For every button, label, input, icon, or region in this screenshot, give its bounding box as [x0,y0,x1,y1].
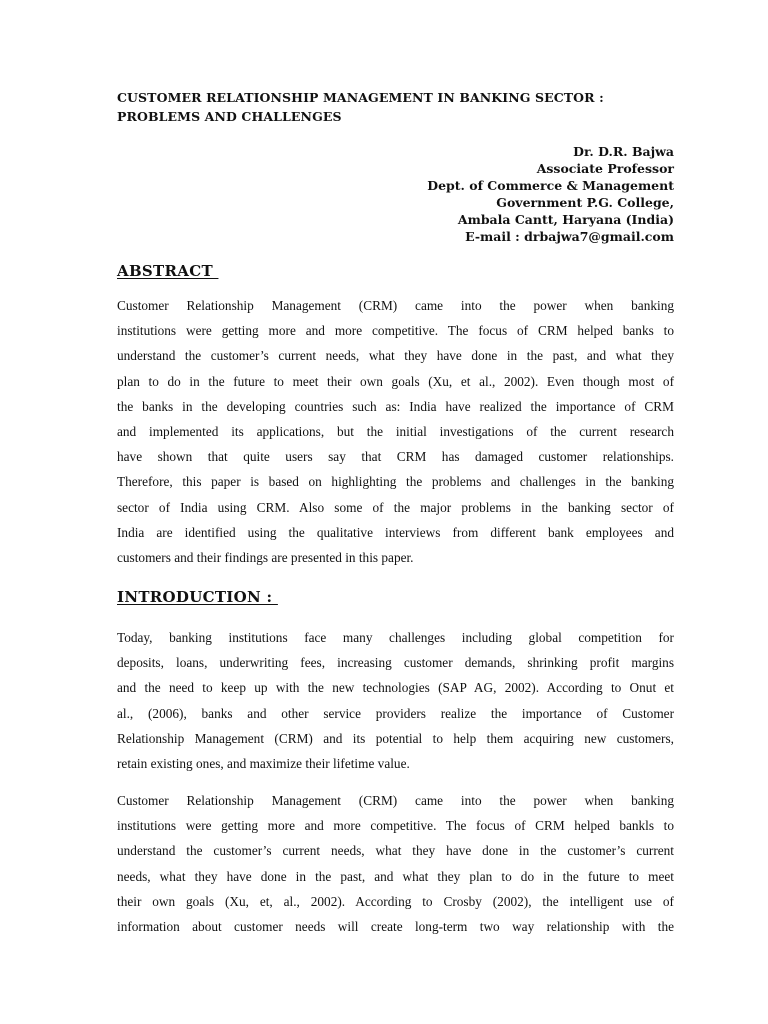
abstract-line: Therefore, this paper is based on highlighting the problems and challenges in the banking [117,474,674,490]
introduction-paragraph-2 [117,788,674,939]
abstract-line: the banks in the developing countries such as: India have realized the importance of CRM [117,398,674,414]
introduction-heading [117,587,278,607]
author-position: Associate Professor [536,161,674,176]
abstract-line: sector of India using CRM. Also some of the major problems in the banking sector of [117,499,674,515]
introduction-line: and the need to keep up with the new technologies (SAP AG, 2002). According to Onut et [117,680,674,696]
introduction-line: deposits, loans, underwriting fees, increasing customer demands, shrinking profit margins [117,655,674,671]
introduction-line: Customer Relationship Management (CRM) came into the power when banking [117,793,674,808]
introduction-line: al., (2006), banks and other service providers realize the importance of Customer [117,705,674,721]
abstract-line: understand the customer’s current needs, what they have done in the past, and what they [117,348,674,364]
introduction-heading-text: INTRODUCTION : [117,588,278,606]
abstract-heading-text: ABSTRACT [117,262,219,280]
introduction-line: Today, banking institutions face many challenges including global competition for [117,630,674,645]
introduction-line: understand the customer’s current needs, what they have done in the customer’s current [117,843,674,859]
abstract-line: and implemented its applications, but the initial investigations of the current research [117,423,674,439]
introduction-line: needs, what they have done in the past, and what they plan to do in the future to meet [117,868,674,884]
introduction-paragraph-1 [117,625,674,776]
author-location: Ambala Cantt, Haryana (India) [457,212,674,227]
author-college: Government P.G. College, [496,195,674,210]
author-name: Dr. D.R. Bajwa [573,144,674,159]
abstract-line: institutions were getting more and more competitive. The focus of CRM helped banks to [117,323,674,339]
paper-title-line-2: PROBLEMS AND CHALLENGES [117,109,342,124]
author-department: Dept. of Commerce & Management [427,178,674,193]
paper-title [117,88,677,126]
abstract-line: plan to do in the future to meet their own goals (Xu, et al., 2002). Even though most of [117,373,674,389]
author-email: E-mail : drbajwa7@gmail.com [465,229,674,244]
introduction-line: institutions were getting more and more competitive. The focus of CRM helped bankls to [117,818,674,834]
abstract-line: Customer Relationship Management (CRM) came into the power when banking [117,298,674,313]
introduction-line: their own goals (Xu, et, al., 2002). According to Crosby (2002), the intelligent use of [117,893,674,909]
abstract-paragraph [117,293,674,570]
paper-title-line-1: CUSTOMER RELATIONSHIP MANAGEMENT IN BANKING SECTOR : [117,90,604,105]
author-block [427,143,674,245]
introduction-line: information about customer needs will create long-term two way relationship with the [117,918,674,934]
abstract-heading [117,261,218,281]
abstract-line: India are identified using the qualitative interviews from different bank employees and [117,524,674,540]
abstract-line: customers and their findings are presented in this paper. [117,549,414,565]
introduction-line: Relationship Management (CRM) and its potential to help them acquiring new customers, [117,730,674,746]
introduction-line: retain existing ones, and maximize their lifetime value. [117,755,410,771]
abstract-line: have shown that quite users say that CRM has damaged customer relationships. [117,449,674,465]
